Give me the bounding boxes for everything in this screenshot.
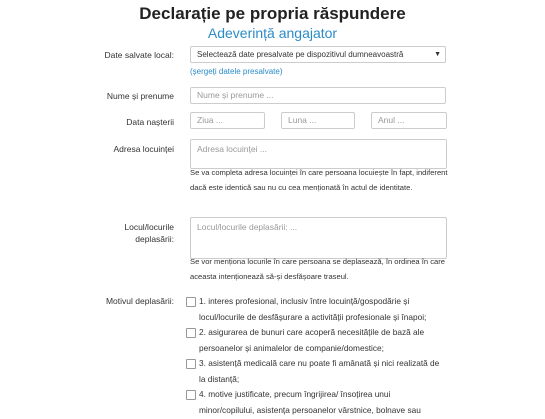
saved-data-select-value: Selectează date presalvate pe dispozitivul dumneavoastră bbox=[197, 50, 404, 59]
clear-saved-data-link[interactable]: (șergeți datele presalvate) bbox=[190, 67, 283, 76]
reason-checkbox-2[interactable] bbox=[186, 328, 196, 338]
address-label: Adresa locuinței bbox=[113, 144, 174, 154]
reasons-label: Motivul deplasării: bbox=[105, 296, 174, 306]
address-help: Se va completa adresa locuinței în care persoana locuiește în fapt, indiferent dacă este identică sau nu cu cea menționată în actul de identitate. bbox=[190, 168, 448, 192]
reason-text-2: 2. asigurarea de bunuri care acoperă necesitățile de bază ale persoanelor și animalelor de companie/domestice; bbox=[199, 327, 425, 353]
birth-year-placeholder: Anul ... bbox=[378, 115, 405, 125]
birth-year-input[interactable] bbox=[371, 112, 447, 129]
reason-checkbox-1[interactable] bbox=[186, 297, 196, 307]
birth-month-input[interactable] bbox=[281, 112, 355, 129]
reason-option-1[interactable] bbox=[186, 294, 448, 325]
address-placeholder: Adresa locuinței ... bbox=[197, 144, 267, 154]
destinations-textarea[interactable] bbox=[190, 217, 447, 259]
reason-text-4: 4. motive justificate, precum îngrijirea/ însoțirea unui minor/copilului, asistența persoanelor vârstnice, bolnave sau bbox=[199, 389, 421, 415]
birth-day-placeholder: Ziua ... bbox=[197, 115, 223, 125]
name-label: Nume și prenume bbox=[106, 91, 174, 101]
chevron-down-icon: ▼ bbox=[434, 51, 441, 58]
reason-option-4[interactable] bbox=[186, 387, 448, 418]
name-input[interactable] bbox=[190, 87, 446, 104]
page-title: Declarație pe propria răspundere bbox=[139, 4, 406, 23]
reason-checkbox-4[interactable] bbox=[186, 390, 196, 400]
reason-option-3[interactable] bbox=[186, 356, 448, 387]
destinations-label bbox=[124, 221, 174, 245]
birth-month-placeholder: Luna ... bbox=[288, 115, 317, 125]
destinations-label-line2: deplasării: bbox=[135, 234, 174, 244]
reason-text-3: 3. asistență medicală care nu poate fi amânată și nici realizată de la distanță; bbox=[199, 358, 440, 384]
birth-date-label: Data nașterii bbox=[126, 117, 174, 127]
saved-data-select[interactable] bbox=[190, 46, 446, 63]
destinations-label-line1: Locul/locurile bbox=[124, 222, 174, 232]
reason-checkbox-3[interactable] bbox=[186, 359, 196, 369]
birth-day-input[interactable] bbox=[190, 112, 265, 129]
page-subtitle: Adeverință angajator bbox=[207, 25, 338, 41]
reason-text-1: 1. interes profesional, inclusiv între locuință/gospodărie și locul/locurile de desfășurare a activității profesionale și înapoi; bbox=[199, 296, 427, 322]
address-textarea[interactable] bbox=[190, 139, 447, 169]
saved-data-label: Date salvate local: bbox=[104, 50, 174, 60]
name-input-placeholder: Nume și prenume ... bbox=[197, 90, 274, 100]
reason-option-2[interactable] bbox=[186, 325, 448, 356]
destinations-placeholder: Locul/locurile deplasării: ... bbox=[197, 222, 298, 232]
destinations-help: Se vor menționa locurile în care persoana se deplasează, în ordinea în care aceasta intenționează să-și desfășoare traseul. bbox=[190, 257, 445, 281]
